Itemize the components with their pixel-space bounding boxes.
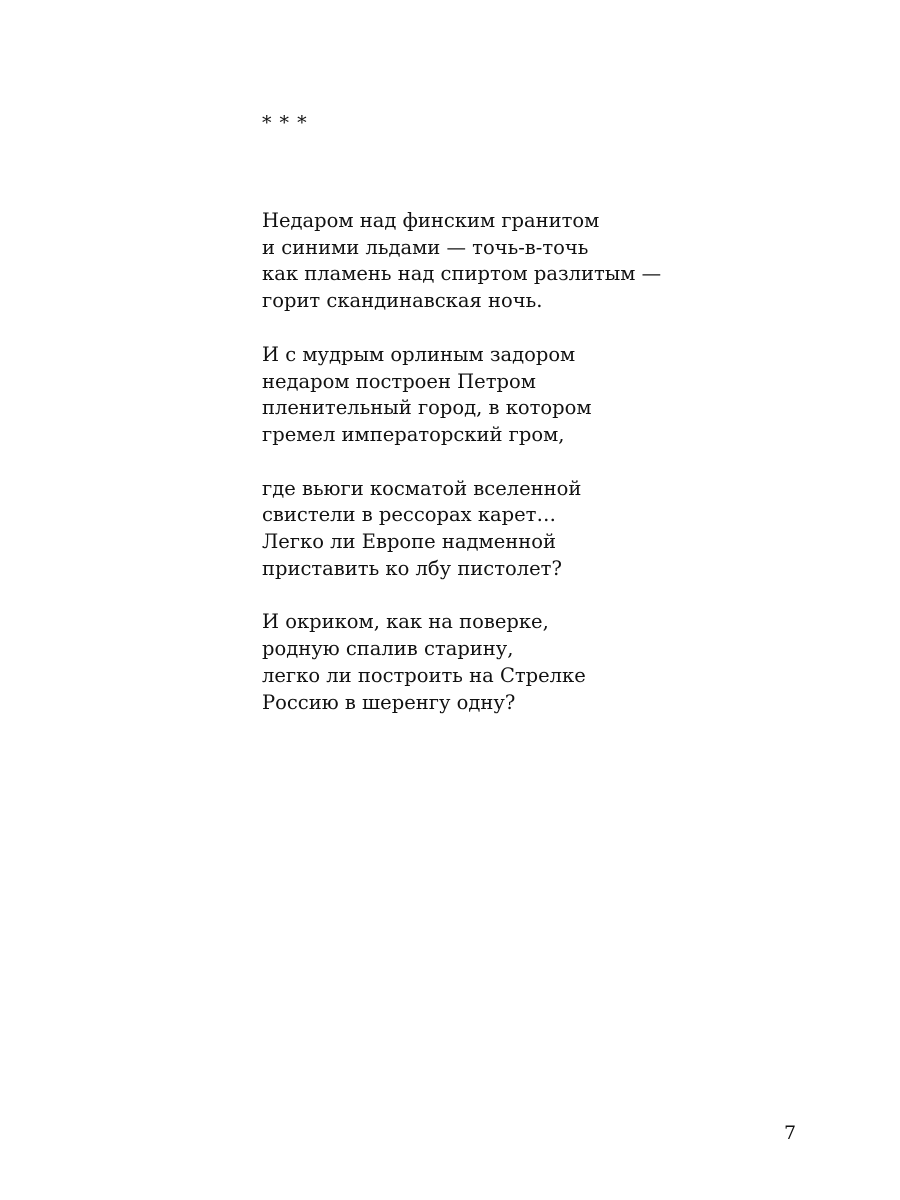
stanza-1 bbox=[262, 208, 822, 315]
poem-line: легко ли построить на Стрелке bbox=[262, 663, 586, 687]
stanza-3 bbox=[262, 476, 822, 583]
poem-line: недаром построен Петром bbox=[262, 369, 536, 393]
page-number: 7 bbox=[784, 1122, 797, 1144]
poem-line: И окриком, как на поверке, bbox=[262, 610, 549, 634]
poem-line: пленительный город, в котором bbox=[262, 396, 592, 420]
poem-line: где вьюги косматой вселенной bbox=[262, 476, 582, 500]
section-separator: * * * bbox=[262, 112, 308, 134]
poem-line: и синими льдами — точь-в-точь bbox=[262, 235, 589, 259]
poem-line: горит скандинавская ночь. bbox=[262, 289, 543, 313]
poem bbox=[262, 208, 822, 743]
stanza-2 bbox=[262, 342, 822, 449]
poem-line: приставить ко лбу пистолет? bbox=[262, 556, 562, 580]
poem-line: Недаром над финским гранитом bbox=[262, 209, 600, 232]
poem-line: Россию в шеренгу одну? bbox=[262, 690, 516, 714]
poem-line: свистели в рессорах карет… bbox=[262, 503, 556, 527]
poem-line: родную спалив старину, bbox=[262, 637, 514, 661]
poem-line: гремел императорский гром, bbox=[262, 422, 565, 446]
stanza-4 bbox=[262, 609, 822, 716]
poem-line: Легко ли Европе надменной bbox=[262, 530, 556, 554]
poem-line: И с мудрым орлиным задором bbox=[262, 342, 576, 366]
poem-line: как пламень над спиртом разлитым — bbox=[262, 262, 662, 286]
